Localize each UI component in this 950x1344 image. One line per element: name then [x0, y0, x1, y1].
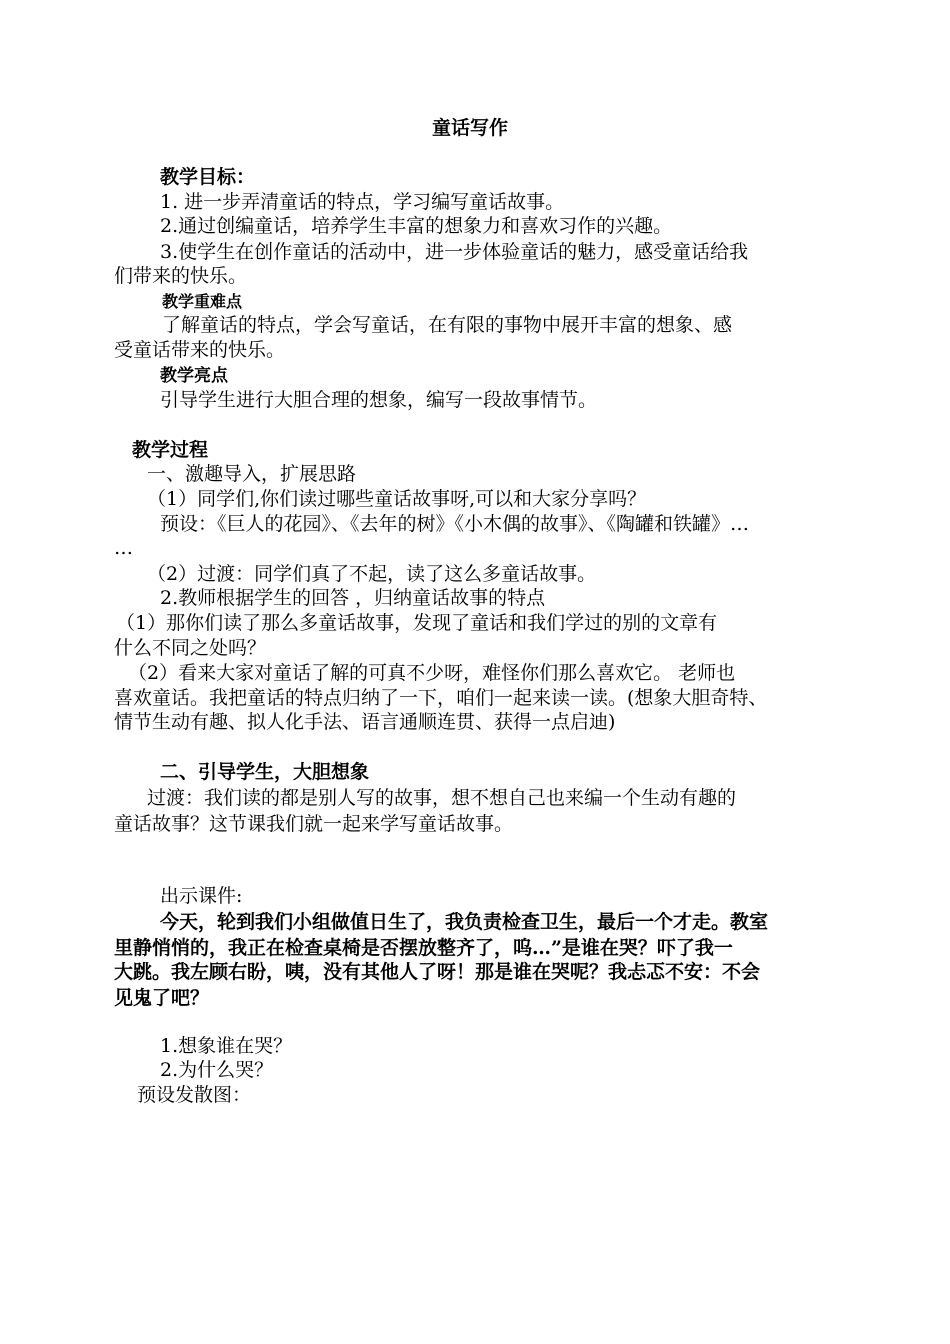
difficulties-heading: 教学重难点 [162, 292, 243, 311]
part1-line-1: （1）同学们,你们读过哪些童话故事呀,可以和大家分享吗？ [147, 488, 647, 510]
highlights-line: 引导学生进行大胆合理的想象，编写一段故事情节。 [160, 389, 598, 411]
question-2: 2.为什么哭？ [160, 1059, 274, 1081]
process-heading: 教学过程 [132, 439, 209, 461]
part2-line-1: 过渡：我们读的都是别人写的故事，想不想自己也来编一个生动有趣的 [147, 787, 737, 809]
story-line-1: 今天，轮到我们小组做值日生了，我负责检查卫生，最后一个才走。教室 [160, 911, 769, 933]
part1-line-10: 情节生动有趣、拟人化手法、语言通顺连贯、获得一点启迪) [114, 711, 616, 733]
part1-line-9: 喜欢童话。我把童话的特点归纳了一下，咱们一起来读一读。(想象大胆奇特、 [114, 687, 768, 709]
part2-heading: 二、引导学生，大胆想象 [160, 761, 370, 783]
page-title: 童话写作 [432, 117, 509, 139]
story-line-2: 里静悄悄的，我正在检查桌椅是否摆放整齐了，呜…”是谁在哭？吓了我一 [114, 937, 733, 959]
part1-line-8: （2）看来大家对童话了解的可真不少呀，难怪你们那么喜欢它。 老师也 [128, 662, 736, 684]
part1-line-2: 预设：《巨人的花园》、《去年的树》《小木偶的故事》、《陶罐和铁罐》… [160, 513, 750, 535]
highlights-heading: 教学亮点 [160, 366, 228, 386]
part1-heading: 一、激趣导入，扩展思路 [147, 463, 357, 485]
courseware-label: 出示课件: [160, 885, 243, 907]
story-line-4: 见鬼了吧？ [114, 987, 210, 1009]
part1-line-4: （2）过渡：同学们真了不起，读了这么多童话故事。 [147, 563, 597, 585]
diagram-label: 预设发散图： [137, 1084, 252, 1106]
objective-item-3-cont: 们带来的快乐。 [114, 265, 248, 287]
part1-line-5: 2.教师根据学生的回答 ，归纳童话故事的特点 [160, 587, 546, 609]
objective-item-1: 1. 进一步弄清童话的特点，学习编写童话故事。 [160, 191, 565, 213]
part1-line-7: 什么不同之处吗？ [114, 637, 267, 659]
story-line-3: 大跳。我左顾右盼，咦，没有其他人了呀！那是谁在哭呢？我忐忑不安：不会 [114, 961, 761, 983]
part2-line-2: 童话故事？这节课我们就一起来学写童话故事。 [114, 813, 514, 835]
objectives-heading: 教学目标： [160, 166, 256, 188]
objective-item-3: 3.使学生在创作童话的活动中，进一步体验童话的魅力，感受童话给我 [160, 241, 749, 263]
question-1: 1.想象谁在哭？ [160, 1035, 293, 1057]
difficulties-line-1: 了解童话的特点，学会写童话，在有限的事物中展开丰富的想象、感 [162, 314, 733, 336]
part1-line-6: （1）那你们读了那么多童话故事，发现了童话和我们学过的别的文章有 [116, 612, 718, 634]
objective-item-2: 2.通过创编童话，培养学生丰富的想象力和喜欢习作的兴趣。 [160, 215, 673, 237]
part1-line-3: … [114, 537, 133, 559]
difficulties-line-2: 受童话带来的快乐。 [114, 339, 286, 361]
